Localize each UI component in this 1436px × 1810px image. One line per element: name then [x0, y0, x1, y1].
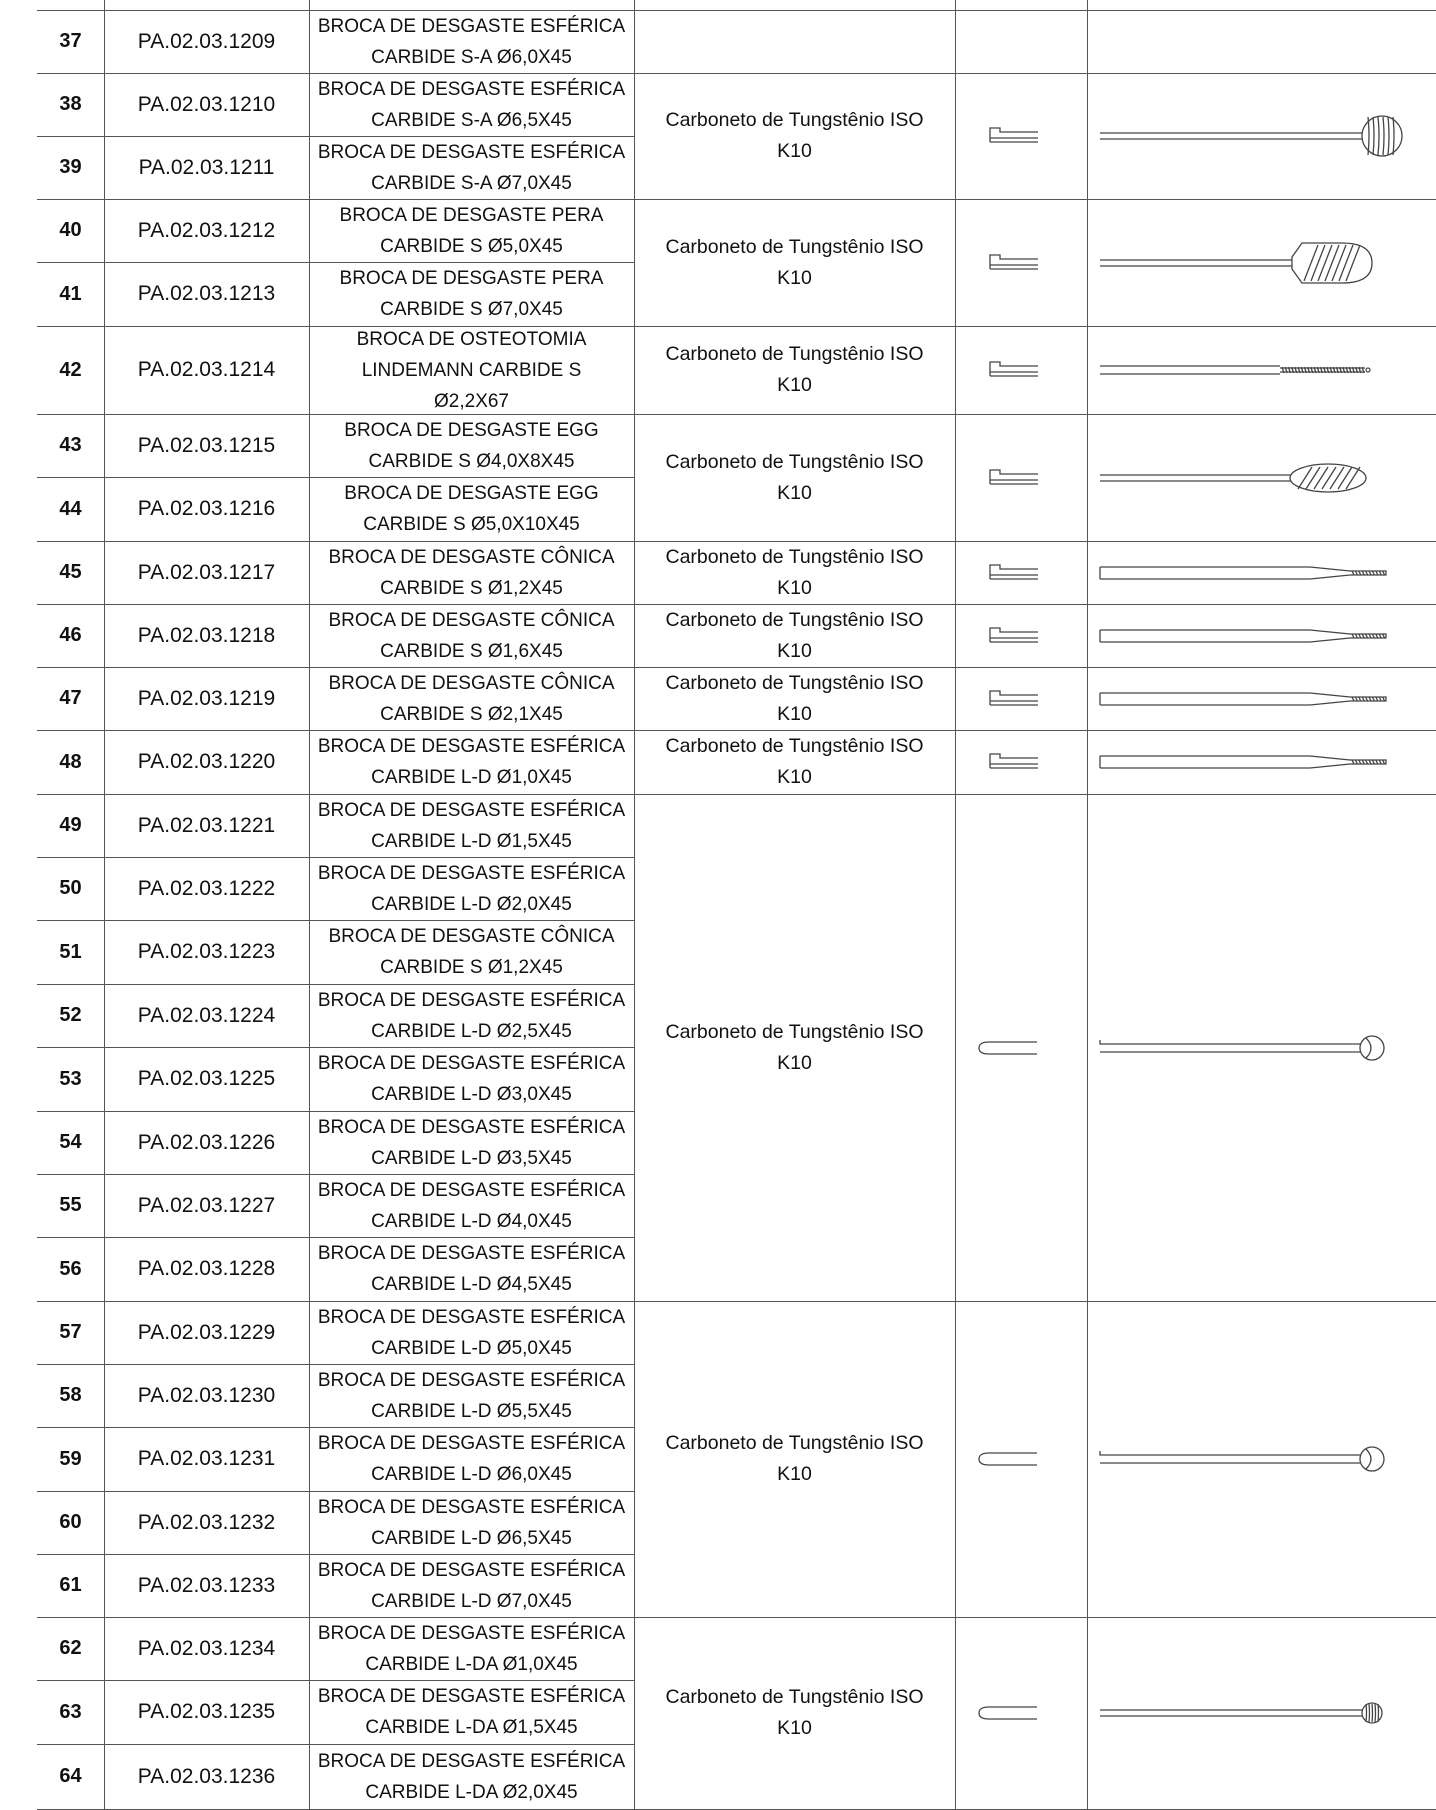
- row-divider: [37, 1680, 634, 1681]
- rounded-connector-icon: [975, 1032, 1045, 1064]
- notch-connector-icon: [982, 557, 1052, 589]
- description-line: CARBIDE L-D Ø4,0X45: [371, 1210, 572, 1232]
- description-line: CARBIDE L-DA Ø1,5X45: [365, 1717, 578, 1738]
- item-number: 48: [59, 750, 82, 773]
- product-code: PA.02.03.1235: [137, 1700, 276, 1723]
- notch-connector-icon: [982, 683, 1052, 715]
- description-line: BROCA DE DESGASTE ESFÉRICA: [317, 1053, 626, 1074]
- item-number: 50: [59, 877, 82, 899]
- product-description: [309, 1301, 634, 1364]
- rounded-connector-icon: [975, 1443, 1045, 1475]
- spherical-burr-icon: [1092, 106, 1392, 166]
- product-code: PA.02.03.1231: [137, 1447, 276, 1470]
- description-line: LINDEMANN CARBIDE S: [361, 359, 582, 381]
- item-number: 37: [59, 30, 82, 52]
- material-line: Carboneto de Tungstênio ISO: [665, 735, 924, 757]
- description-line: CARBIDE L-D Ø1,5X45: [371, 830, 572, 852]
- product-description: [309, 1237, 634, 1301]
- material-cell: [634, 541, 955, 604]
- description-line: CARBIDE S Ø2,1X45: [380, 703, 563, 725]
- small-ball-burr-icon: [1100, 1683, 1400, 1743]
- description-line: CARBIDE S-A Ø6,5X45: [371, 109, 572, 131]
- row-divider: [37, 1301, 634, 1302]
- description-line: BROCA DE DESGASTE CÔNICA: [328, 672, 615, 694]
- description-line: BROCA DE DESGASTE ESFÉRICA: [317, 1496, 626, 1518]
- description-line: BROCA DE DESGASTE ESFÉRICA: [317, 1433, 626, 1454]
- description-line: BROCA DE DESGASTE PERA: [339, 268, 604, 289]
- material-grade: K10: [777, 1051, 812, 1074]
- product-code: PA.02.03.1230: [137, 1383, 276, 1407]
- product-description: [309, 1111, 634, 1174]
- product-description: [309, 477, 634, 541]
- description-line: CARBIDE S Ø5,0X45: [380, 235, 563, 257]
- row-divider: [634, 199, 1436, 200]
- material-line: Carboneto de Tungstênio ISO: [665, 235, 924, 258]
- row-divider: [37, 920, 634, 921]
- material-line: Carboneto de Tungstênio ISO: [665, 1432, 924, 1454]
- product-description: [309, 1617, 634, 1680]
- row-divider: [37, 326, 634, 327]
- row-divider: [634, 541, 1436, 542]
- material-line: Carboneto de Tungstênio ISO: [665, 608, 924, 631]
- conical-burr-icon: [1100, 543, 1400, 603]
- product-description: [309, 667, 634, 730]
- product-code: PA.02.03.1229: [137, 1320, 276, 1344]
- material-line: Carboneto de Tungstênio ISO: [665, 343, 924, 365]
- material-grade: K10: [777, 576, 812, 599]
- product-code: PA.02.03.1222: [137, 876, 276, 900]
- egg-burr-icon: [1092, 448, 1392, 508]
- product-code: PA.02.03.1209: [137, 29, 276, 53]
- material-cell: [634, 1617, 955, 1809]
- row-divider: [634, 1301, 1436, 1302]
- notch-connector-icon: [982, 247, 1052, 279]
- product-code: PA.02.03.1220: [137, 750, 276, 773]
- row-divider: [37, 667, 634, 668]
- material-cell: [634, 414, 955, 541]
- row-divider: [37, 136, 634, 137]
- item-number: 63: [59, 1700, 82, 1723]
- product-code: PA.02.03.1216: [137, 497, 276, 520]
- product-code: PA.02.03.1224: [137, 1003, 276, 1027]
- description-line: BROCA DE DESGASTE ESFÉRICA: [317, 1559, 626, 1581]
- product-code: PA.02.03.1227: [137, 1193, 276, 1217]
- material-line: Carboneto de Tungstênio ISO: [665, 1020, 924, 1043]
- item-number: 40: [59, 219, 82, 241]
- product-description: [309, 199, 634, 262]
- product-code: PA.02.03.1211: [138, 155, 275, 179]
- row-divider: [37, 73, 634, 74]
- material-grade: K10: [777, 1463, 812, 1485]
- column-divider: [1087, 0, 1088, 1809]
- notch-connector-icon: [982, 120, 1052, 152]
- description-line: BROCA DE DESGASTE ESFÉRICA: [317, 1750, 626, 1772]
- product-description: [309, 1744, 634, 1809]
- material-line: Carboneto de Tungstênio ISO: [665, 109, 924, 131]
- item-number: 53: [59, 1067, 82, 1090]
- product-description: [309, 541, 634, 604]
- row-divider: [37, 541, 634, 542]
- notch-connector-icon: [982, 354, 1052, 386]
- row-divider: [634, 1617, 1436, 1618]
- lindemann-drill-icon: [1100, 340, 1400, 400]
- product-code: PA.02.03.1213: [137, 282, 276, 305]
- material-grade: K10: [777, 140, 812, 162]
- description-line: BROCA DE DESGASTE ESFÉRICA: [317, 141, 626, 163]
- row-divider: [37, 1174, 634, 1175]
- description-line: BROCA DE DESGASTE ESFÉRICA: [317, 1116, 626, 1138]
- description-line: BROCA DE OSTEOTOMIA: [356, 328, 587, 350]
- product-description: [309, 1174, 634, 1237]
- column-divider: [634, 0, 635, 1809]
- description-line: CARBIDE L-D Ø7,0X45: [371, 1590, 572, 1612]
- item-number: 42: [59, 358, 82, 381]
- description-line: BROCA DE DESGASTE ESFÉRICA: [317, 989, 626, 1011]
- description-line: CARBIDE S Ø5,0X10X45: [363, 514, 580, 535]
- product-code: PA.02.03.1233: [137, 1573, 276, 1597]
- material-cell: [634, 326, 955, 414]
- notch-connector-icon: [982, 462, 1052, 494]
- item-number: 55: [59, 1194, 82, 1216]
- column-divider: [104, 0, 105, 1809]
- product-description: [309, 136, 634, 199]
- product-code: PA.02.03.1218: [137, 623, 276, 647]
- product-description: [309, 984, 634, 1047]
- product-code: PA.02.03.1219: [137, 686, 276, 710]
- description-line: CARBIDE S Ø1,2X45: [380, 957, 563, 978]
- description-line: BROCA DE DESGASTE EGG: [344, 483, 599, 504]
- row-divider: [37, 1047, 634, 1048]
- product-description: [309, 262, 634, 326]
- description-line: BROCA DE DESGASTE ESFÉRICA: [317, 15, 626, 37]
- product-code: PA.02.03.1232: [137, 1510, 276, 1534]
- description-line: BROCA DE DESGASTE PERA: [339, 204, 604, 226]
- description-line: BROCA DE DESGASTE ESFÉRICA: [317, 862, 626, 884]
- product-description: [309, 414, 634, 477]
- product-description: [309, 730, 634, 794]
- product-code: PA.02.03.1228: [137, 1257, 276, 1280]
- product-code: PA.02.03.1223: [137, 940, 276, 963]
- item-number: 49: [59, 814, 82, 836]
- pear-burr-icon: [1092, 233, 1392, 293]
- description-line: CARBIDE L-D Ø3,0X45: [371, 1084, 572, 1105]
- description-line: BROCA DE DESGASTE ESFÉRICA: [317, 1306, 626, 1328]
- description-line: BROCA DE DESGASTE ESFÉRICA: [317, 736, 626, 757]
- description-line: CARBIDE S Ø7,0X45: [380, 299, 563, 320]
- description-line: CARBIDE L-D Ø3,5X45: [371, 1147, 572, 1169]
- description-line: CARBIDE S-A Ø7,0X45: [371, 172, 572, 194]
- material-grade: K10: [777, 766, 812, 788]
- row-divider: [37, 414, 634, 415]
- material-cell: [634, 199, 955, 326]
- material-grade: K10: [777, 266, 812, 289]
- item-number: 43: [59, 434, 82, 456]
- row-divider: [37, 1111, 634, 1112]
- material-grade: K10: [777, 702, 812, 725]
- product-code: PA.02.03.1217: [137, 560, 276, 584]
- description-line: CARBIDE L-D Ø6,0X45: [371, 1464, 572, 1485]
- material-line: Carboneto de Tungstênio ISO: [665, 1686, 924, 1708]
- row-divider: [37, 1237, 634, 1238]
- item-number: 46: [59, 624, 82, 646]
- column-divider: [309, 0, 310, 1809]
- description-line: BROCA DE DESGASTE EGG: [344, 419, 599, 441]
- item-number: 61: [59, 1574, 82, 1596]
- product-description: [309, 857, 634, 920]
- row-divider: [37, 794, 634, 795]
- row-divider: [37, 1554, 634, 1555]
- material-cell: [634, 1301, 955, 1617]
- product-description: [309, 73, 634, 136]
- description-line: BROCA DE DESGASTE ESFÉRICA: [317, 1179, 626, 1201]
- product-code: PA.02.03.1212: [137, 218, 276, 242]
- description-line: Ø2,2X67: [434, 390, 509, 412]
- row-divider: [37, 1617, 634, 1618]
- item-number: 58: [59, 1384, 82, 1406]
- product-description: [309, 604, 634, 667]
- description-line: CARBIDE L-D Ø6,5X45: [371, 1527, 572, 1549]
- material-grade: K10: [777, 481, 812, 504]
- row-divider: [37, 477, 634, 478]
- row-divider: [634, 326, 1436, 327]
- ball-burr-icon: [1100, 1018, 1400, 1078]
- item-number: 60: [59, 1511, 82, 1533]
- product-code: PA.02.03.1221: [137, 813, 276, 837]
- item-number: 39: [59, 156, 82, 178]
- product-code: PA.02.03.1215: [137, 433, 276, 457]
- description-line: BROCA DE DESGASTE CÔNICA: [328, 926, 615, 947]
- product-description: [309, 1427, 634, 1491]
- product-description: [309, 794, 634, 857]
- description-line: CARBIDE S Ø1,2X45: [380, 577, 563, 599]
- item-number: 57: [59, 1321, 82, 1343]
- row-divider: [37, 199, 634, 200]
- description-line: BROCA DE DESGASTE CÔNICA: [328, 609, 615, 631]
- row-divider: [634, 73, 1436, 74]
- row-divider: [37, 857, 634, 858]
- description-line: CARBIDE L-DA Ø2,0X45: [365, 1781, 578, 1803]
- material-grade: K10: [777, 639, 812, 662]
- product-code: PA.02.03.1236: [137, 1764, 276, 1788]
- description-line: CARBIDE L-D Ø4,5X45: [371, 1274, 572, 1295]
- item-number: 62: [59, 1637, 82, 1659]
- row-divider: [37, 262, 634, 263]
- item-number: 44: [59, 497, 82, 520]
- product-description: [309, 920, 634, 984]
- material-grade: K10: [777, 1717, 812, 1739]
- description-line: CARBIDE L-D Ø2,0X45: [371, 893, 572, 915]
- material-cell: [634, 667, 955, 730]
- description-line: BROCA DE DESGASTE ESFÉRICA: [317, 1622, 626, 1644]
- row-divider: [37, 604, 634, 605]
- row-divider: [37, 984, 634, 985]
- product-code: PA.02.03.1234: [137, 1636, 276, 1660]
- description-line: CARBIDE S Ø1,6X45: [380, 640, 563, 662]
- material-cell: [634, 604, 955, 667]
- product-description: [309, 1364, 634, 1427]
- item-number: 51: [59, 940, 82, 963]
- product-description: [309, 326, 634, 414]
- item-number: 64: [59, 1765, 82, 1787]
- row-divider: [634, 730, 1436, 731]
- material-line: Carboneto de Tungstênio ISO: [665, 545, 924, 568]
- row-divider: [37, 730, 634, 731]
- material-cell: [634, 73, 955, 199]
- item-number: 38: [59, 93, 82, 115]
- row-divider: [634, 604, 1436, 605]
- material-grade: K10: [777, 374, 812, 396]
- conical-burr-icon: [1100, 669, 1400, 729]
- material-cell: [634, 730, 955, 794]
- ball-burr-icon: [1100, 1429, 1400, 1489]
- item-number: 45: [59, 561, 82, 583]
- description-line: BROCA DE DESGASTE ESFÉRICA: [317, 1369, 626, 1391]
- conical-burr-icon: [1100, 606, 1400, 666]
- product-description: [309, 10, 634, 73]
- product-code: PA.02.03.1225: [137, 1067, 276, 1090]
- description-line: BROCA DE DESGASTE ESFÉRICA: [317, 799, 626, 821]
- product-code: PA.02.03.1210: [137, 92, 276, 116]
- item-number: 47: [59, 687, 82, 709]
- column-divider: [955, 0, 956, 1809]
- row-divider: [37, 1744, 634, 1745]
- description-line: CARBIDE L-D Ø2,5X45: [371, 1020, 572, 1042]
- description-line: BROCA DE DESGASTE ESFÉRICA: [317, 1686, 626, 1707]
- material-cell: [634, 794, 955, 1301]
- conical-burr-icon: [1100, 732, 1400, 792]
- material-line: Carboneto de Tungstênio ISO: [665, 450, 924, 473]
- item-number: 59: [59, 1447, 82, 1470]
- description-line: CARBIDE L-D Ø1,0X45: [371, 767, 572, 788]
- item-number: 52: [59, 1004, 82, 1026]
- item-number: 54: [59, 1131, 82, 1153]
- row-divider: [37, 10, 1436, 11]
- product-code: PA.02.03.1226: [137, 1130, 276, 1154]
- row-divider: [37, 1427, 634, 1428]
- description-line: BROCA DE DESGASTE ESFÉRICA: [317, 78, 626, 100]
- row-divider: [634, 667, 1436, 668]
- rounded-connector-icon: [975, 1697, 1045, 1729]
- description-line: CARBIDE L-D Ø5,5X45: [371, 1400, 572, 1422]
- description-line: CARBIDE S-A Ø6,0X45: [371, 46, 572, 68]
- notch-connector-icon: [982, 746, 1052, 778]
- product-description: [309, 1680, 634, 1744]
- description-line: BROCA DE DESGASTE CÔNICA: [328, 546, 615, 568]
- description-line: CARBIDE S Ø4,0X8X45: [368, 450, 575, 472]
- product-description: [309, 1491, 634, 1554]
- row-divider: [37, 1491, 634, 1492]
- row-divider: [634, 794, 1436, 795]
- material-line: Carboneto de Tungstênio ISO: [665, 671, 924, 694]
- product-description: [309, 1047, 634, 1111]
- row-divider: [634, 414, 1436, 415]
- product-code: PA.02.03.1214: [137, 358, 276, 381]
- notch-connector-icon: [982, 620, 1052, 652]
- description-line: BROCA DE DESGASTE ESFÉRICA: [317, 1243, 626, 1264]
- item-number: 41: [59, 282, 82, 305]
- description-line: CARBIDE L-DA Ø1,0X45: [365, 1653, 578, 1675]
- material-cell: [634, 10, 955, 73]
- item-number: 56: [59, 1257, 82, 1280]
- row-divider: [37, 1364, 634, 1365]
- description-line: CARBIDE L-D Ø5,0X45: [371, 1337, 572, 1359]
- product-description: [309, 1554, 634, 1617]
